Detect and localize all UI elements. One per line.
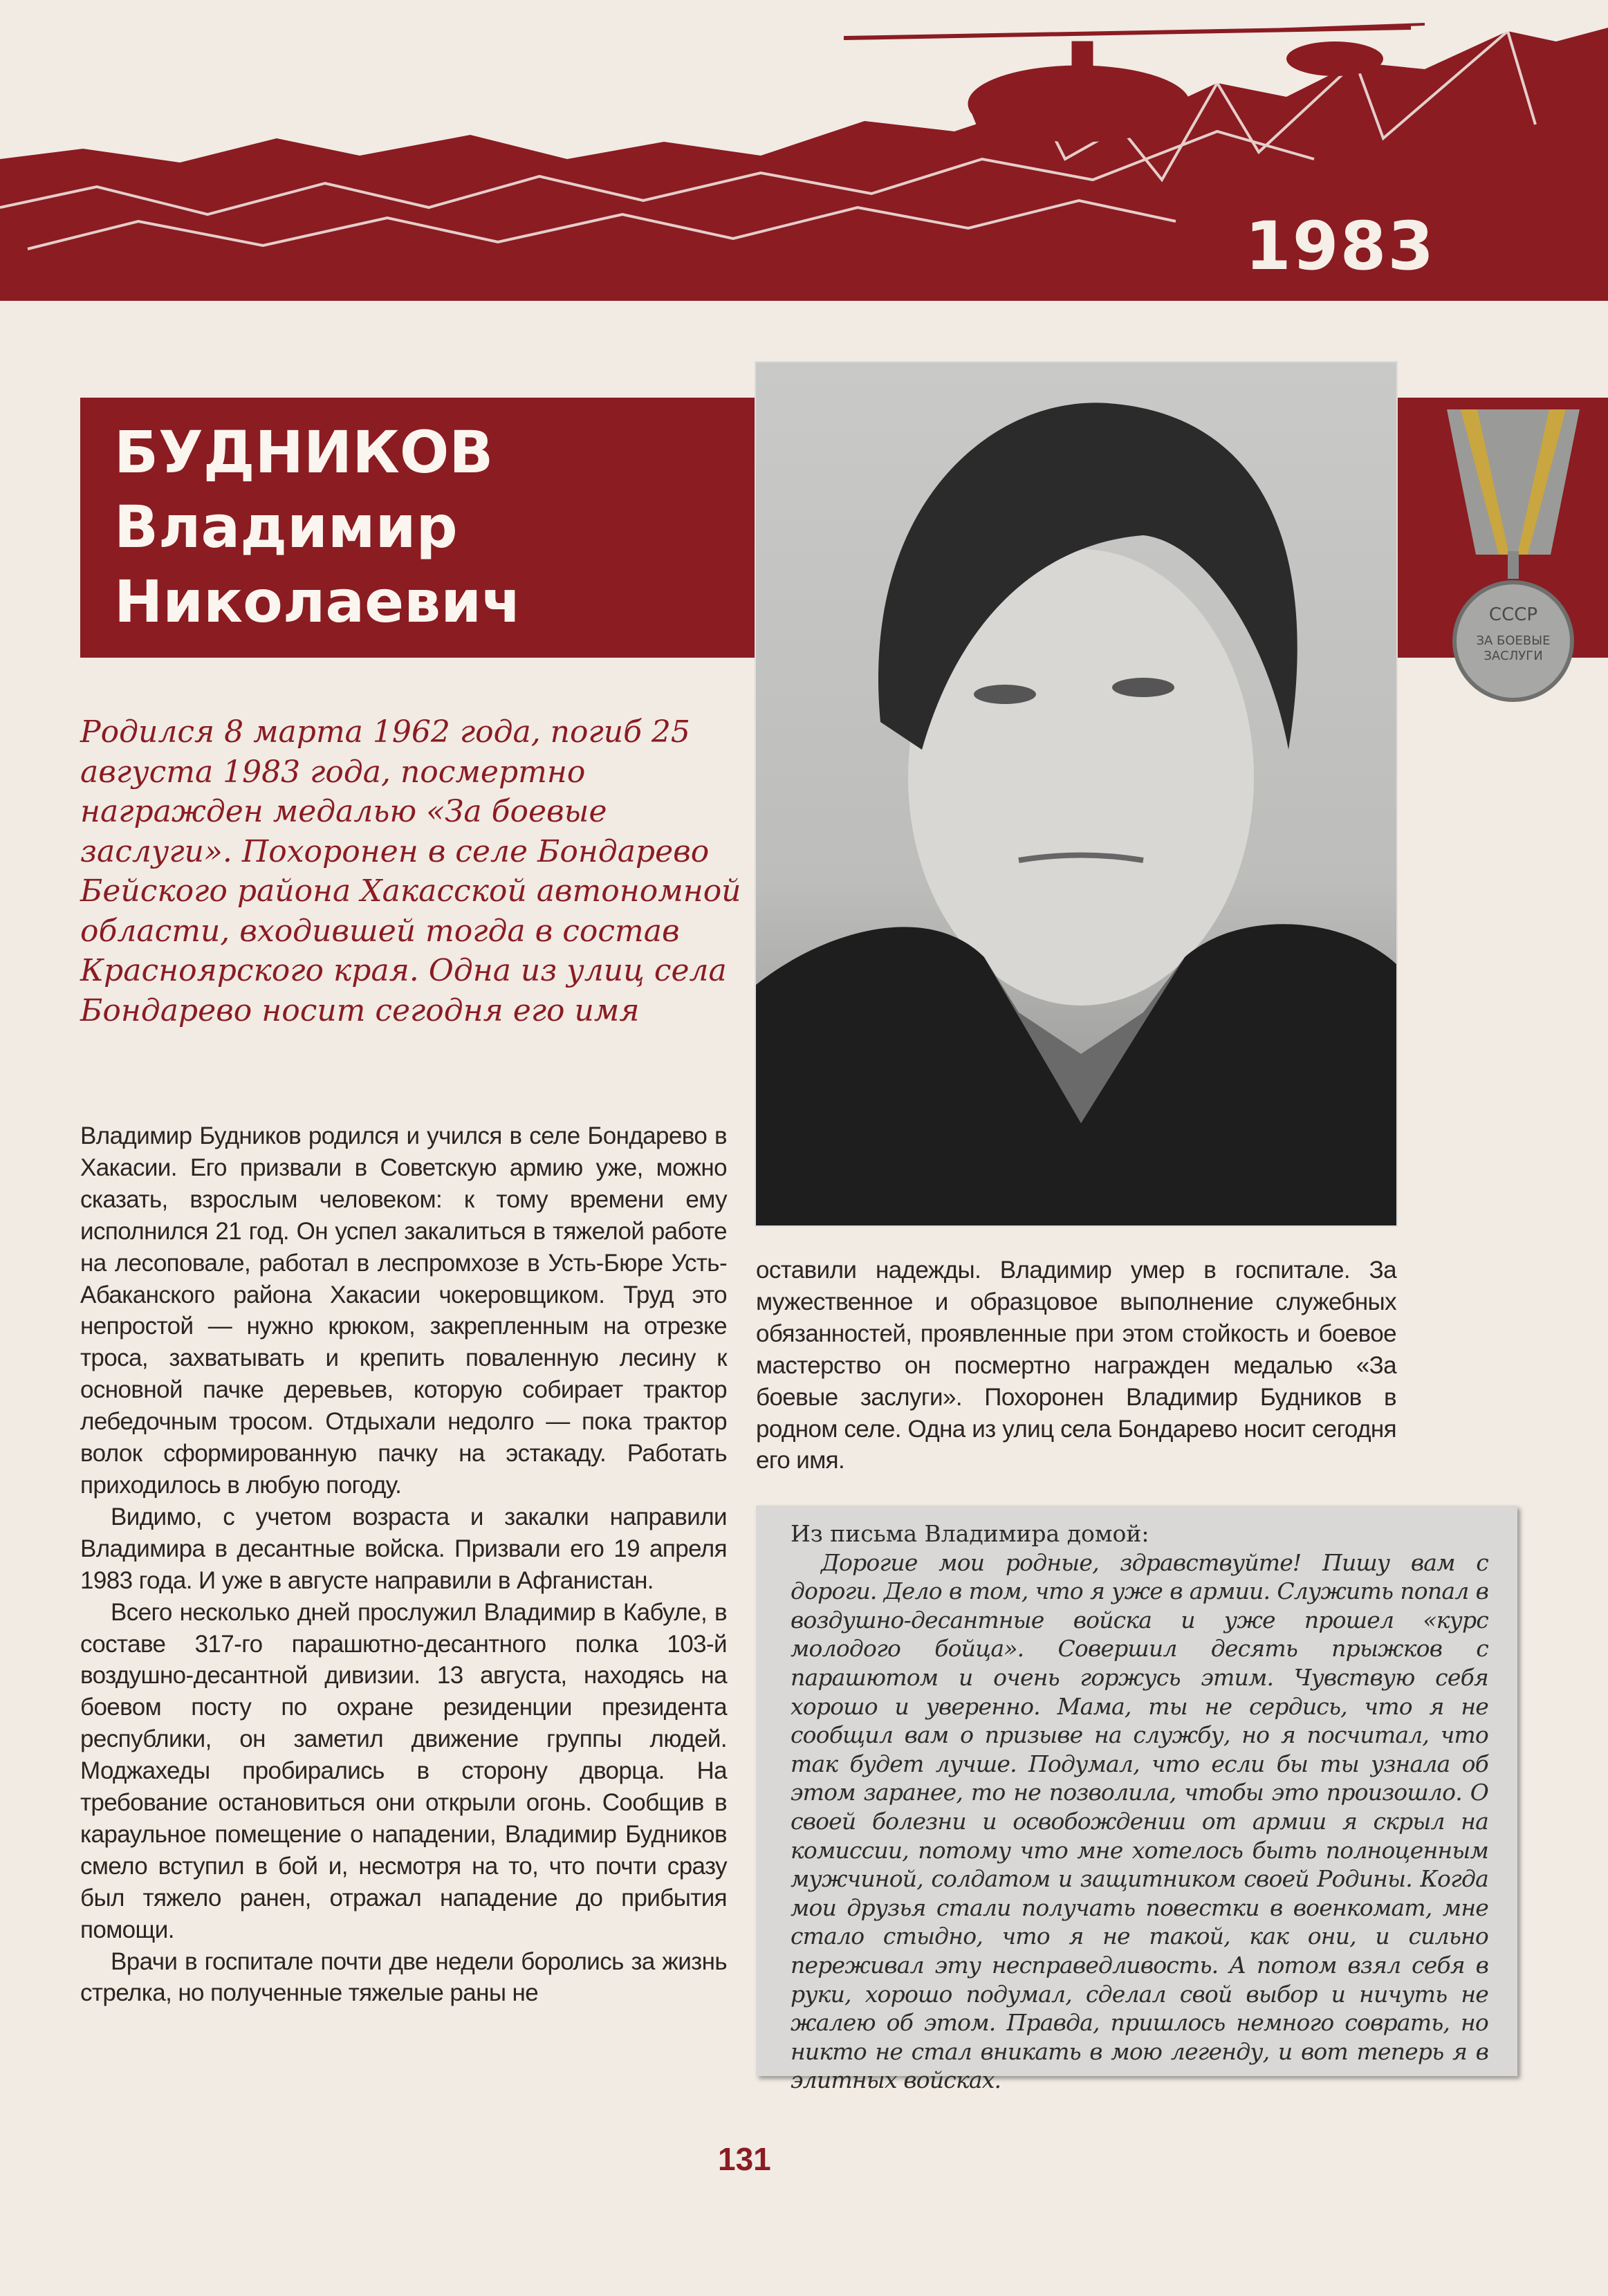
svg-text:ЗАСЛУГИ: ЗАСЛУГИ	[1484, 649, 1543, 663]
article-body-right	[756, 1255, 1396, 1476]
portrait-photo	[756, 362, 1396, 1225]
letter-heading: Из письма Владимира домой:	[791, 1520, 1149, 1547]
first-name: Владимир	[114, 493, 458, 561]
surname: БУДНИКОВ	[114, 418, 494, 486]
paragraph: оставили надежды. Владимир умер в госпитале. За мужественное и образцовое выполнение служебных обязанностей, проявленные при этом стойкость и боевое мастерство он посмертно награжден медалью «За боевые заслуги». Похоронен Владимир Будников в родном селе. Одна из улиц села Бондарево носит сегодня его имя.	[756, 1257, 1396, 1474]
paragraph: Врачи в госпитале почти две недели боролись за жизнь стрелка, но полученные тяжелые раны не	[80, 1947, 727, 2007]
article-body-left	[80, 1120, 727, 2009]
person-name-title	[114, 415, 521, 639]
biography-intro: Родился 8 марта 1962 года, погиб 25 августа 1983 года, посмертно награжден медалью «За боевые заслуги». Похоронен в селе Бондарево Бейского района Хакасской автономной области, входившей тогда в состав Красноярского края. Одна из улиц села Бондарево носит сегодня его имя	[80, 714, 741, 1028]
paragraph: Всего несколько дней прослужил Владимир в Кабуле, в составе 317-го парашютно-десантного полка 103-й воздушно-десантной дивизии. 13 августа, находясь на боевом посту по охране резиденции президента республики, он заметил движение группы людей. Моджахеды пробирались в сторону дворца. На требование остановиться они открыли огонь. Сообщив в караульное помещение о нападении, Владимир Будников смело вступил в бой и, несмотря на то, что почти сразу был тяжело ранен, отражал нападение до прибытия помощи.	[80, 1598, 727, 1943]
year-label: 1983	[1245, 207, 1436, 285]
paragraph: Видимо, с учетом возраста и закалки направили Владимира в десантные войска. Призвали его 19 апреля 1983 года. И уже в августе направили в Афганистан.	[80, 1503, 727, 1594]
letter-text: Дорогие мои родные, здравствуйте! Пишу вам с дороги. Дело в том, что я уже в армии. Служить попал в воздушно-десантные войска и уже прошел «курс молодого бойца». Совершил десять прыжков с парашютом и очень горжусь этим. Чувствую себя хорошо и уверенно. Мама, ты не сердись, что я не сообщил вам о призыве на службу, но я посчитал, что так будет лучше. Подумал, что если бы ты узнала об этом заранее, то не позволила, чтобы это произошло. О своей болезни и освобождении от армии я скрыл на комиссии, потому что мне хотелось быть полноценным мужчиной, солдатом и защитником своей Родины. Когда мои друзья стали получать повестки в военкомат, мне стало стыдно, что я не такой, как они, и сильно переживал эту несправедливость. А потом взял себя в руки, хорошо подумал, сделал свой выбор и ничуть не жалею об этом. Правда, пришлось немного соврать, но никто не стал вникать в мою легенду, и вот теперь я в элитных войсках.	[791, 1548, 1488, 2094]
page-number: 131	[718, 2141, 771, 2177]
svg-text:СССР: СССР	[1488, 604, 1538, 625]
letter-excerpt-box	[756, 1506, 1517, 2094]
header-illustration	[0, 0, 1608, 301]
svg-text:ЗА БОЕВЫЕ: ЗА БОЕВЫЕ	[1476, 633, 1551, 648]
patronymic: Николаевич	[114, 568, 521, 636]
medal-for-combat-merit	[1433, 409, 1593, 709]
paragraph: Владимир Будников родился и учился в селе Бондарево в Хакасии. Его призвали в Советскую армию уже, можно сказать, взрослым человеком: к тому времени ему исполнился 21 год. Он успел закалиться в тяжелой работе на лесоповале, работал в леспромхозе в Усть-Бюре Усть-Абаканского района Хакасии чокеровщиком. Труд это непростой — нужно крюком, закрепленным на отрезке троса, захватывать и крепить поваленную лесину к основной пачке деревьев, которую собирает трактор лебедочным тросом. Отдыхали недолго — пока трактор волок сформированную пачку на эстакаду. Работать приходилось в любую погоду.	[80, 1122, 727, 1499]
